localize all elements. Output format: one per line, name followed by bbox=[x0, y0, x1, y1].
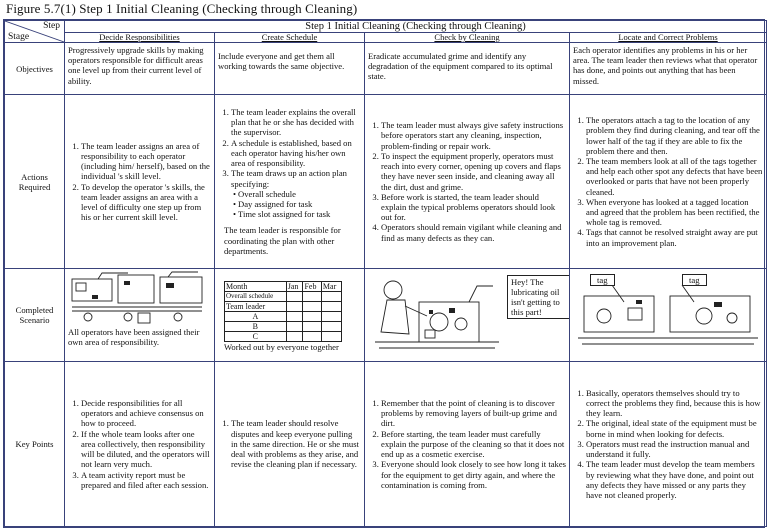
bullet-item: • Day assigned for task bbox=[241, 199, 361, 209]
speech-bubble: Hey! The lubricating oil isn't getting to this part! bbox=[507, 275, 570, 319]
list-item: 1. The operators attach a tag to the location of any problem they find during cleaning, and tear off the lower half of the tag if they are able to fix the problem there and then. bbox=[586, 115, 763, 156]
row-label-objectives: Objectives bbox=[5, 43, 65, 95]
list-item: 1. The team leader must always give safety instructions before operators start any cleaning, inspection, problem-finding or repair work. bbox=[381, 120, 566, 151]
scenario-cell bbox=[65, 269, 215, 362]
step1-table bbox=[3, 19, 765, 528]
step-header: Step 1 Initial Cleaning (Checking through Cleaning) bbox=[65, 21, 767, 33]
actions-cell bbox=[65, 95, 215, 269]
list-item: 2. To develop the operator 's skills, the team leader assigns an area with a level of difficulty one step up from his or her current skill level. bbox=[81, 182, 211, 223]
list-item: 1. Basically, operators themselves should try to correct the problems they find, because this is how they learn. bbox=[586, 388, 763, 419]
column-header: Create Schedule bbox=[215, 33, 365, 43]
schedule-month-name: Feb bbox=[303, 282, 321, 292]
list-item: 2. If the whole team looks after one area collectively, then responsibility will be diluted, and the operators will not learn very much. bbox=[81, 429, 211, 470]
keypoints-cell bbox=[570, 362, 767, 527]
corner-step-label: Step bbox=[43, 21, 60, 31]
scenario-cell bbox=[215, 269, 365, 362]
row-label-keypoints: Key Points bbox=[5, 362, 65, 527]
schedule-overall: Overall schedule bbox=[225, 292, 287, 302]
list-item: 1. The team leader assigns an area of responsibility to each operator (including him/ herself), based on the individual 's skill level. bbox=[81, 141, 211, 182]
row-label-scenario: Completed Scenario bbox=[5, 269, 65, 362]
list-item: 2. The original, ideal state of the equipment must be borne in mind when looking for defects. bbox=[586, 418, 763, 438]
list-item: 2. To inspect the equipment properly, operators must reach into every corner, opening up covers and flaps they have never seen inside, and cleaning away all the dirt, dust and grime. bbox=[381, 151, 566, 192]
actions-cell bbox=[215, 95, 365, 269]
actions-cell bbox=[570, 95, 767, 269]
keypoints-cell bbox=[215, 362, 365, 527]
objective-cell: Include everyone and get them all working towards the same objective. bbox=[215, 43, 365, 95]
scenario-cell bbox=[570, 269, 767, 362]
column-header: Decide Responsibilities bbox=[65, 33, 215, 43]
tag-label: tag bbox=[590, 274, 615, 286]
schedule-member: B bbox=[225, 322, 287, 332]
list-item-text: The team draws up an action plan specifying: bbox=[231, 168, 347, 189]
column-header: Locate and Correct Problems bbox=[570, 33, 767, 43]
list-item: 2. Before starting, the team leader must carefully explain the purpose of the cleaning so that it does not end up as a cosmetic exercise. bbox=[381, 429, 566, 460]
list-item: 4. The team leader must develop the team members by reviewing what they have done, and point out any defects they have missed or any parts they have not cleaned properly. bbox=[586, 459, 763, 500]
list-item: 1. The team leader explains the overall plan that he or she has decided with the supervisor. bbox=[231, 107, 361, 138]
list-item: 3. When everyone has looked at a tagged location and agreed that the problem has been rectified, the whole tag is removed. bbox=[586, 197, 763, 228]
list-item: 1. Remember that the point of cleaning is to discover problems by removing layers of built-up grime and dirt. bbox=[381, 398, 566, 429]
scenario-cell bbox=[365, 269, 570, 362]
objective-cell: Progressively upgrade skills by making operators responsible for difficult areas one level up from their current level of ability. bbox=[65, 43, 215, 95]
bullet-item: • Overall schedule bbox=[241, 189, 361, 199]
objective-cell: Each operator identifies any problems in his or her area. The team leader then reviews what that operator has done, and points out anything that has been missed. bbox=[570, 43, 767, 95]
bullet-item: • Time slot assigned for task bbox=[241, 209, 361, 219]
objective-cell: Eradicate accumulated grime and identify any degradation of the equipment compared to its optimal state. bbox=[365, 43, 570, 95]
cleaning-illustration bbox=[369, 272, 505, 358]
list-item: 3. Before work is started, the team leader should explain the typical problems operators should look out for. bbox=[381, 192, 566, 223]
figure-title: Figure 5.7(1) Step 1 Initial Cleaning (Checking through Cleaning) bbox=[6, 1, 358, 16]
actions-cell bbox=[365, 95, 570, 269]
schedule-caption: Worked out by everyone together bbox=[224, 342, 339, 352]
tag-label: tag bbox=[682, 274, 707, 286]
list-item: 4. Operators should remain vigilant while cleaning and find as many defects as they can. bbox=[381, 222, 566, 242]
list-item: 4. Tags that cannot be resolved straight away are put into an improvement plan. bbox=[586, 227, 763, 247]
schedule-month-name: Jan bbox=[286, 282, 303, 292]
keypoints-cell bbox=[365, 362, 570, 527]
corner-cell bbox=[5, 21, 65, 43]
schedule-month: Month bbox=[225, 282, 287, 292]
column-header: Check by Cleaning bbox=[365, 33, 570, 43]
schedule-month-name: Mar bbox=[321, 282, 341, 292]
corner-stage-label: Stage bbox=[8, 32, 30, 42]
keypoints-cell bbox=[65, 362, 215, 527]
list-item bbox=[231, 168, 361, 219]
schedule-member: C bbox=[225, 332, 287, 342]
list-item: 3. Everyone should look closely to see how long it takes for the equipment to get dirty again, and where the contamination is coming from. bbox=[381, 459, 566, 490]
schedule-table bbox=[224, 281, 342, 342]
list-item: 2. The team members look at all of the tags together and help each other spot any defects that have been overlooked or parts that have not been properly cleaned. bbox=[586, 156, 763, 197]
list-item: 1. Decide responsibilities for all operators and achieve consensus on how to proceed. bbox=[81, 398, 211, 429]
coordination-note: The team leader is responsible for coordinating the plan with other departments. bbox=[224, 225, 341, 256]
scenario-caption: All operators have been assigned their own area of responsibility. bbox=[68, 327, 200, 347]
schedule-member: A bbox=[225, 312, 287, 322]
list-item: 2. A schedule is established, based on each operator having his/her own area of responsibility. bbox=[231, 138, 361, 169]
schedule-team-leader: Team leader bbox=[225, 302, 287, 312]
list-item: 3. A team activity report must be prepared and filed after each session. bbox=[81, 470, 211, 490]
row-label-actions: Actions Required bbox=[5, 95, 65, 269]
list-item: 1. The team leader should resolve disputes and keep everyone pulling in the same direction. He or she must deal with problems as they arise, and revise the cleaning plan if necessary. bbox=[231, 418, 361, 469]
list-item: 3. Operators must read the instruction manual and understand it fully. bbox=[586, 439, 763, 459]
machine-line-illustration bbox=[68, 271, 208, 327]
